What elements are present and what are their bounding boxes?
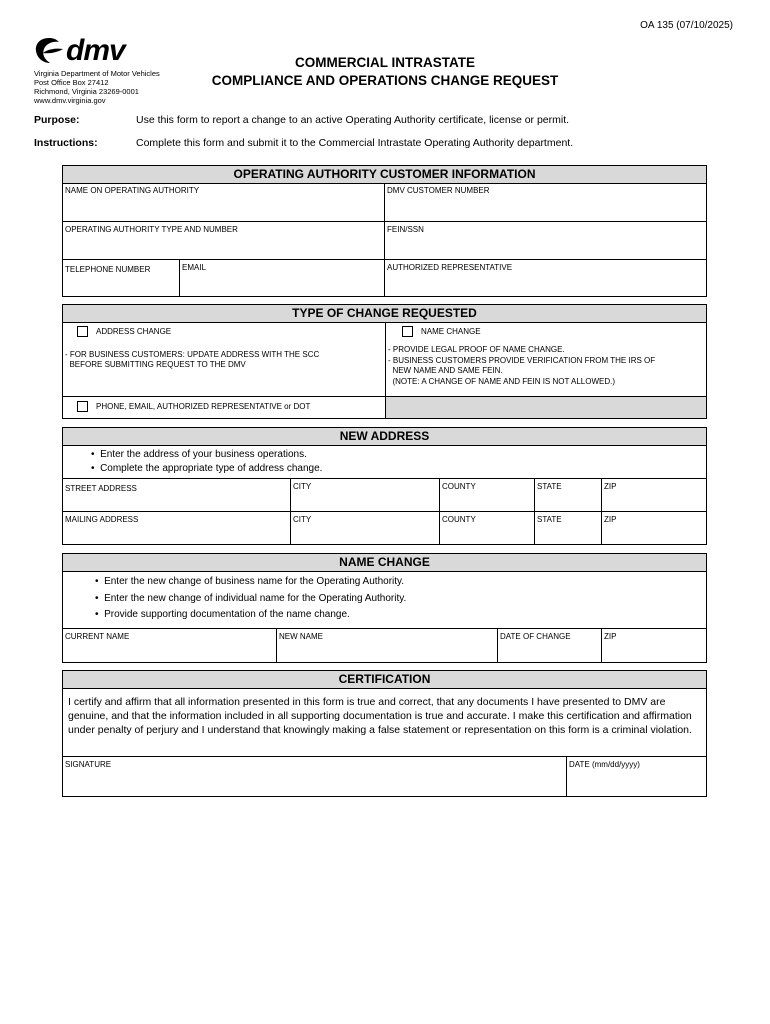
form-title-line: COMPLIANCE AND OPERATIONS CHANGE REQUEST xyxy=(211,73,559,88)
telephone-field[interactable] xyxy=(63,259,179,296)
instructions-text: Complete this form and submit it to the Commercial Intrastate Operating Authority department. xyxy=(136,137,574,149)
purpose-text: Use this form to report a change to an active Operating Authority certificate, license or permit. xyxy=(136,114,570,126)
dmv-swoosh-icon xyxy=(34,37,64,65)
instruction-list xyxy=(95,574,406,624)
list-item: • Complete the appropriate type of address change. xyxy=(91,462,323,474)
section-heading: OPERATING AUTHORITY CUSTOMER INFORMATION xyxy=(63,166,706,184)
mailing-address-field[interactable] xyxy=(63,511,290,544)
street-state-field[interactable] xyxy=(534,478,601,511)
address-change-checkbox[interactable] xyxy=(77,326,88,337)
section-heading: TYPE OF CHANGE REQUESTED xyxy=(63,305,706,323)
list-item: • Enter the new change of business name for the Operating Authority. xyxy=(95,576,405,587)
field-label: ZIP xyxy=(604,632,617,641)
section-heading: NEW ADDRESS xyxy=(63,428,706,446)
field-label: MAILING ADDRESS xyxy=(65,515,139,524)
purpose-label: Purpose: xyxy=(34,114,80,126)
field-label: CURRENT NAME xyxy=(65,632,130,641)
option-label: PHONE, EMAIL, AUTHORIZED REPRESENTATIVE or DOT xyxy=(96,401,311,411)
mailing-county-field[interactable] xyxy=(439,511,534,544)
field-label: ZIP xyxy=(604,482,617,491)
phone-email-rep-checkbox[interactable] xyxy=(77,401,88,412)
form-number: OA 135 (07/10/2025) xyxy=(640,20,733,31)
fein-ssn-field[interactable] xyxy=(384,221,706,259)
instruction-list xyxy=(91,448,322,475)
field-label: OPERATING AUTHORITY TYPE AND NUMBER xyxy=(65,225,238,234)
dmv-customer-number-field[interactable] xyxy=(384,183,706,221)
field-label: AUTHORIZED REPRESENTATIVE xyxy=(387,263,513,272)
option-label: NAME CHANGE xyxy=(421,326,481,336)
list-item: • Enter the address of your business operations. xyxy=(91,449,307,460)
field-label: NAME ON OPERATING AUTHORITY xyxy=(65,186,200,195)
field-label: CITY xyxy=(293,482,312,491)
dmv-logo-text: dmv xyxy=(66,34,125,67)
street-zip-field[interactable] xyxy=(601,478,706,511)
new-name-field[interactable] xyxy=(276,628,497,662)
field-label: TELEPHONE NUMBER xyxy=(65,265,151,274)
form-title-line: COMMERCIAL INTRASTATE xyxy=(295,55,475,70)
agency-line: Post Office Box 27412 xyxy=(34,78,109,87)
field-label: SIGNATURE xyxy=(65,760,112,769)
mailing-zip-field[interactable] xyxy=(601,511,706,544)
name-zip-field[interactable] xyxy=(601,628,706,662)
field-label: CITY xyxy=(293,515,312,524)
field-label: DATE (mm/dd/yyyy) xyxy=(569,760,640,769)
list-item: • Provide supporting documentation of the name change. xyxy=(95,609,350,620)
field-label: NEW NAME xyxy=(279,632,323,641)
section-heading: CERTIFICATION xyxy=(63,671,706,689)
agency-line: Virginia Department of Motor Vehicles xyxy=(34,69,160,78)
signature-field[interactable] xyxy=(63,756,566,796)
address-change-note: - FOR BUSINESS CUSTOMERS: UPDATE ADDRESS WITH THE SCC BEFORE SUBMITTING REQUEST TO THE DMV xyxy=(65,350,320,369)
signature-date-field[interactable] xyxy=(566,756,706,796)
email-field[interactable] xyxy=(179,259,384,296)
field-label: DATE OF CHANGE xyxy=(500,632,571,641)
field-label: FEIN/SSN xyxy=(387,225,424,234)
street-county-field[interactable] xyxy=(439,478,534,511)
name-change-note: - PROVIDE LEGAL PROOF OF NAME CHANGE. - BUSINESS CUSTOMERS PROVIDE VERIFICATION FROM THE IRS OF NEW NAME AND SAME FEIN. (NOTE: A CHANGE OF NAME AND FEIN IS NOT ALLOWED.) xyxy=(388,345,656,386)
phone-email-rep-option xyxy=(63,396,385,418)
section-heading: NAME CHANGE xyxy=(63,554,706,572)
address-change-option xyxy=(63,322,385,396)
field-label: COUNTY xyxy=(442,482,476,491)
change-type-section xyxy=(62,304,707,419)
name-change-checkbox[interactable] xyxy=(402,326,413,337)
date-of-change-field[interactable] xyxy=(497,628,601,662)
authority-type-number-field[interactable] xyxy=(63,221,384,259)
name-on-authority-field[interactable] xyxy=(63,183,384,221)
new-address-section xyxy=(62,427,707,545)
field-label: STATE xyxy=(537,515,562,524)
field-label: STATE xyxy=(537,482,562,491)
street-address-field[interactable] xyxy=(63,478,290,511)
agency-line: www.dmv.virginia.gov xyxy=(34,96,106,105)
shaded-blank-cell xyxy=(385,396,706,418)
field-label: ZIP xyxy=(604,515,617,524)
authorized-representative-field[interactable] xyxy=(384,259,706,296)
name-change-option xyxy=(385,322,706,396)
form-title xyxy=(150,54,620,90)
mailing-city-field[interactable] xyxy=(290,511,439,544)
current-name-field[interactable] xyxy=(63,628,276,662)
list-item: • Enter the new change of individual name for the Operating Authority. xyxy=(95,592,407,604)
option-label: ADDRESS CHANGE xyxy=(96,326,172,336)
certification-section xyxy=(62,670,707,797)
mailing-state-field[interactable] xyxy=(534,511,601,544)
certification-statement: I certify and affirm that all information presented in this form is true and correct, that any documents I have presented to DMV are genuine, and that the information included in all supporting documentation is true and accurate. I make this certification and affirmation under penalty of perjury and I understand that knowingly making a false statement or representation on this form is a criminal violation. xyxy=(68,696,692,736)
name-change-section xyxy=(62,553,707,663)
field-label: COUNTY xyxy=(442,515,476,524)
field-label: EMAIL xyxy=(182,263,207,272)
instructions-label: Instructions: xyxy=(34,137,98,149)
customer-info-section xyxy=(62,165,707,297)
field-label: DMV CUSTOMER NUMBER xyxy=(387,186,490,195)
agency-line: Richmond, Virginia 23269-0001 xyxy=(34,87,139,96)
street-city-field[interactable] xyxy=(290,478,439,511)
field-label: STREET ADDRESS xyxy=(65,484,137,493)
